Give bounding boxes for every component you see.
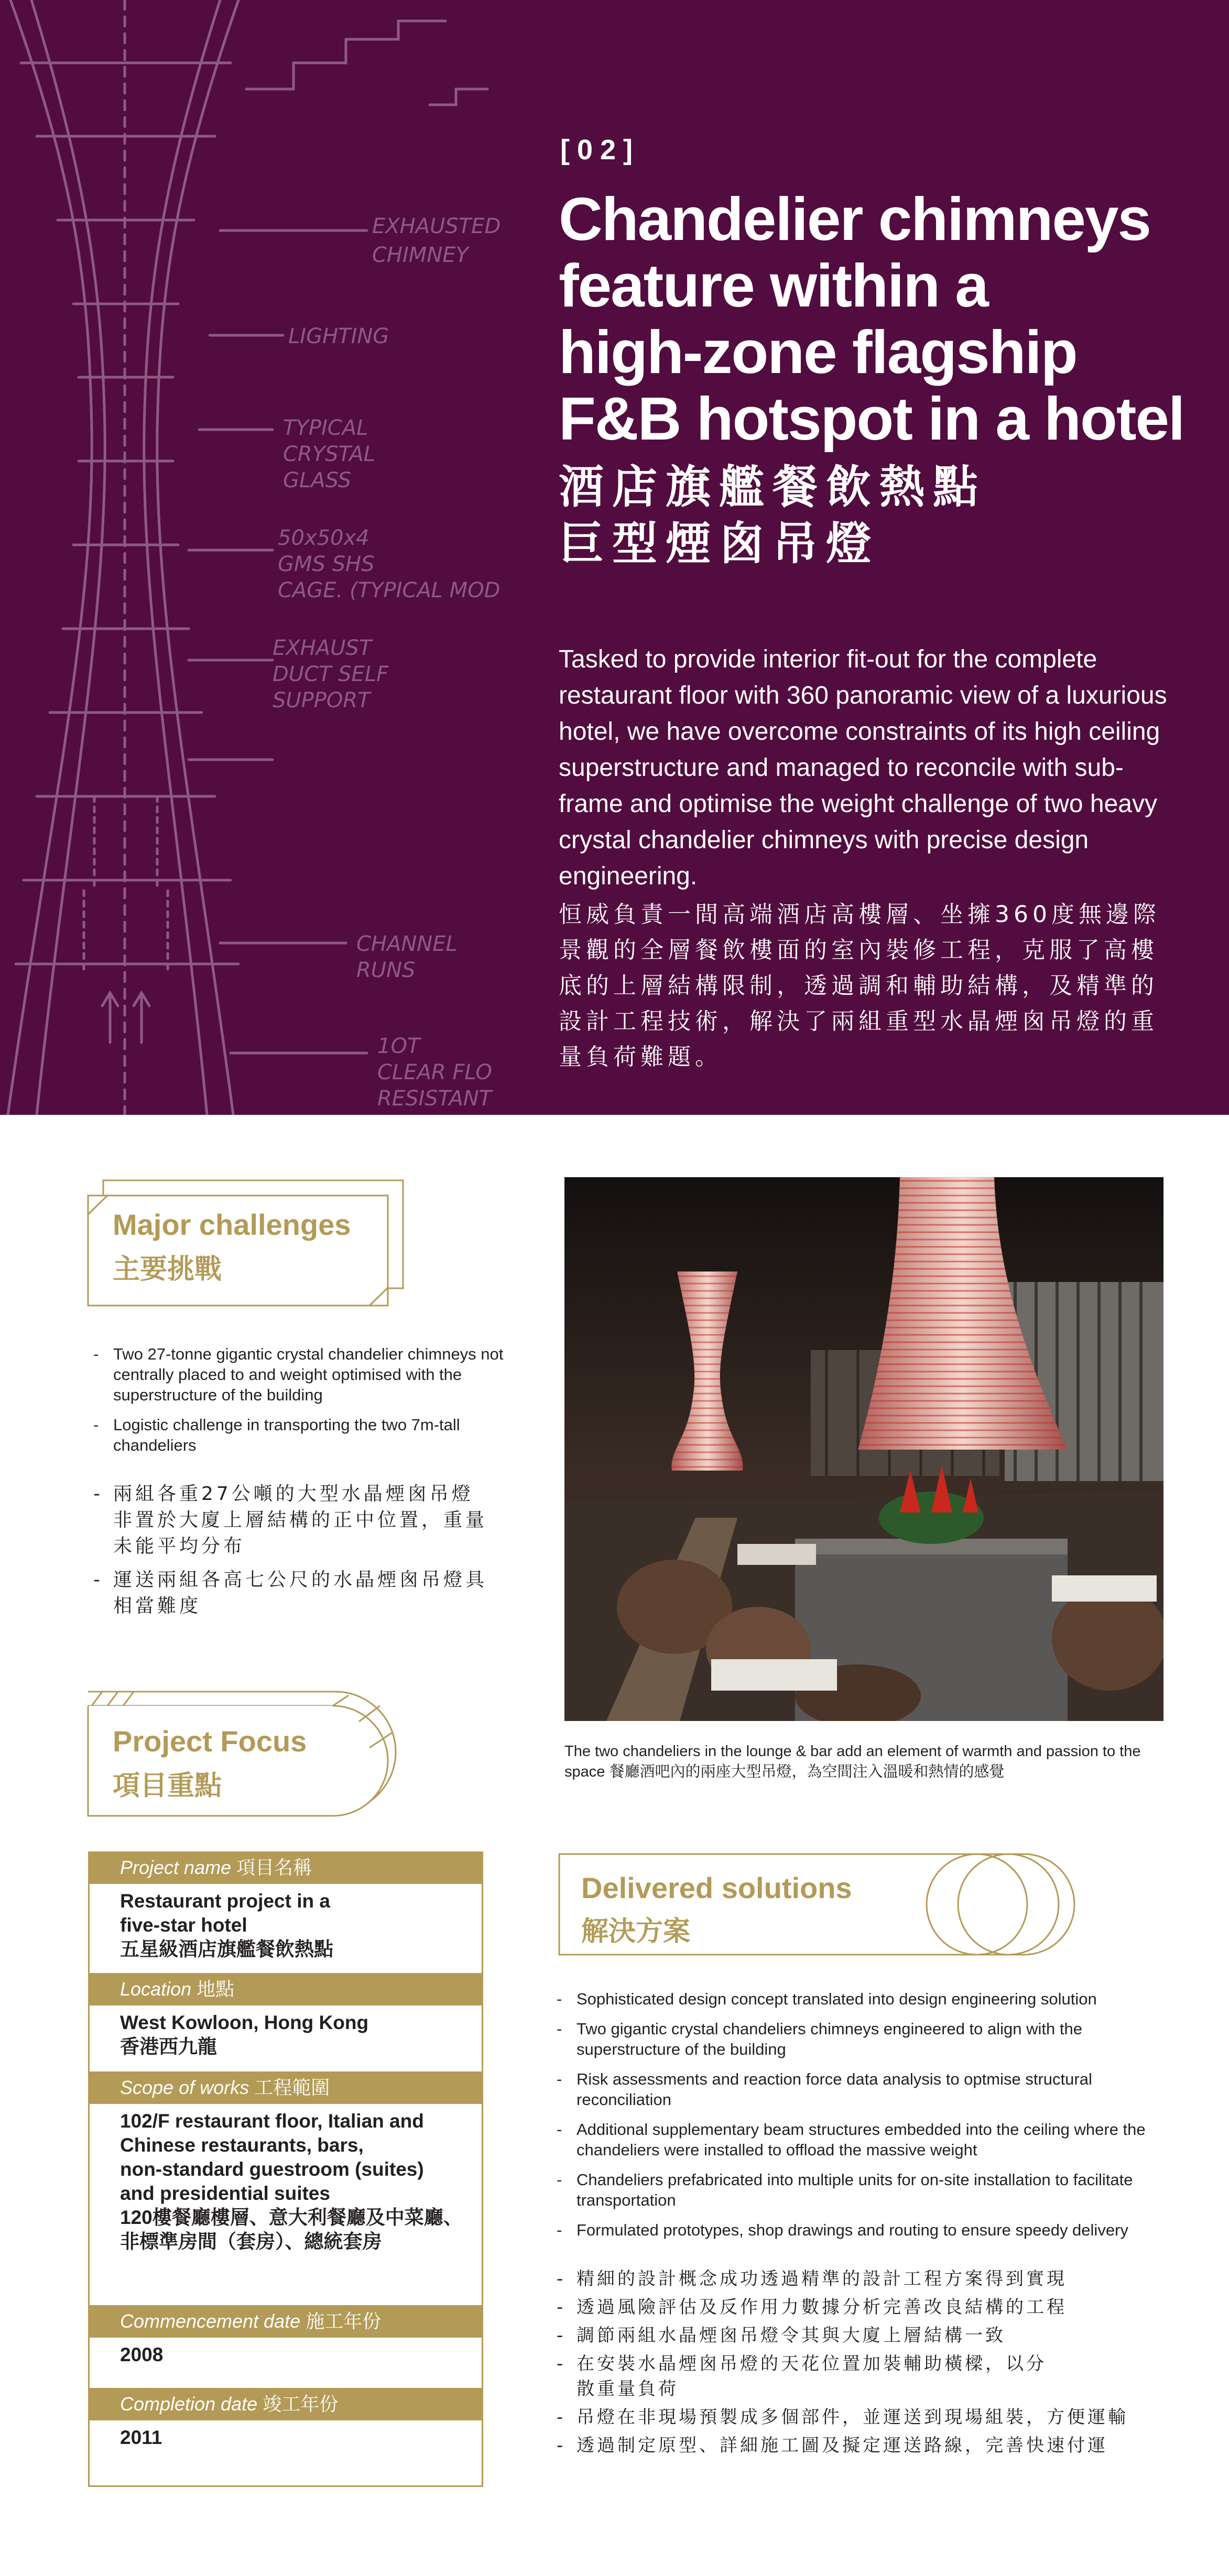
solutions-heading: Delivered solutions <box>581 1871 852 1904</box>
info-commencement: Commencement date 施工年份 2008 <box>90 2305 482 2367</box>
svg-text:EXHAUSTED: EXHAUSTED <box>372 214 501 238</box>
chimney-sketch-illustration <box>0 0 514 1115</box>
list-item: - Logistic challenge in transporting the two 7m-tall chandeliers <box>92 1415 512 1455</box>
svg-text:1OT: 1OT <box>377 1034 420 1058</box>
info-project-name: Project name 項目名稱 Restaurant project in a five-star hotel 五星級酒店旗艦餐飲熱點 <box>90 1851 482 1961</box>
commencement-value: 2008 <box>120 2344 164 2365</box>
restaurant-photo <box>564 1177 1163 1721</box>
focus-heading-box <box>86 1690 401 1818</box>
svg-text:CRYSTAL: CRYSTAL <box>283 442 375 466</box>
hero-section <box>0 0 1229 1115</box>
svg-text:TYPICAL: TYPICAL <box>283 416 368 440</box>
project-name-value: Restaurant project in a five-star hotel <box>120 1890 330 1936</box>
list-item: - 透過風險評估及反作用力數據分析完善改良結構的工程 <box>556 2295 1184 2320</box>
project-info-table <box>88 1851 483 2487</box>
list-item: - 吊燈在非現場預製成多個部件，並運送到現場組裝，方便運輸 <box>556 2405 1184 2430</box>
list-item: - 調節兩組水晶煙囪吊燈令其與大廈上層結構一致 <box>556 2323 1184 2348</box>
svg-text:SUPPORT: SUPPORT <box>273 688 371 712</box>
svg-text:CHANNEL: CHANNEL <box>356 932 458 956</box>
svg-text:RUNS: RUNS <box>356 958 416 982</box>
intro-paragraph: Tasked to provide interior fit-out for the complete restaurant floor with 360 panoramic view of a luxurious hotel, we have overcome constraints of its high ceiling superstructure and managed to reconcile with sub-frame and optimise the weight challenge of two heavy crystal chandelier chimneys with precise design engineering. <box>559 645 1167 890</box>
location-value-zh: 香港西九龍 <box>120 2036 217 2057</box>
list-item: - 運送兩組各高七公尺的水晶煙囪吊燈具相當難度 <box>92 1567 491 1619</box>
solutions-list <box>556 1989 1184 2250</box>
focus-heading: Project Focus <box>113 1725 307 1758</box>
list-item: - Formulated prototypes, shop drawings and routing to ensure speedy delivery <box>556 2220 1184 2240</box>
list-item: - 兩組各重27公噸的大型水晶煙囪吊燈非置於大廈上層結構的正中位置，重量未能平均分布 <box>92 1481 491 1560</box>
scope-value: 102/F restaurant floor, Italian and Chinese restaurants, bars, non-standard guestroom (suites) and presidential suites <box>120 2110 424 2204</box>
list-item: - Chandeliers prefabricated into multiple units for on-site installation to facilitate transportation <box>556 2169 1184 2210</box>
svg-text:RESISTANT: RESISTANT <box>377 1087 492 1111</box>
svg-text:EXHAUST: EXHAUST <box>273 636 372 660</box>
challenges-heading-zh: 主要挑戰 <box>113 1254 222 1285</box>
solutions-heading-box <box>558 1852 1076 1960</box>
completion-value: 2011 <box>120 2427 162 2448</box>
intro-paragraph-zh: 恒威負責一間高端酒店高樓層、坐擁360度無邊際景觀的全層餐飲樓面的室內裝修工程，克服了高樓底的上層結構限制，透過調和輔助結構，及精準的設計工程技術，解決了兩組重型水晶煙囪吊燈的重量負荷難題。 <box>559 901 1160 1070</box>
list-item: - Additional supplementary beam structures embedded into the ceiling where the chandeliers were installed to offload the massive weight <box>556 2119 1184 2160</box>
challenges-list <box>92 1344 512 1465</box>
info-completion: Completion date 竣工年份 2011 <box>90 2388 482 2450</box>
list-item: - Sophisticated design concept translated into design engineering solution <box>556 1989 1184 2009</box>
svg-text:GLASS: GLASS <box>283 468 351 492</box>
focus-heading-zh: 項目重點 <box>113 1770 222 1802</box>
section-number: [02] <box>560 134 640 166</box>
list-item: - Risk assessments and reaction force data analysis to optmise structural reconciliation <box>556 2069 1184 2110</box>
svg-text:CHIMNEY: CHIMNEY <box>372 243 469 267</box>
list-item: - Two gigantic crystal chandeliers chimneys engineered to align with the superstructure of the building <box>556 2019 1184 2059</box>
chandelier-restaurant-image <box>564 1177 1163 1721</box>
solutions-list-zh <box>556 2266 1184 2461</box>
project-name-value-zh: 五星級酒店旗艦餐飲熱點 <box>120 1938 333 1960</box>
svg-text:CLEAR FLO: CLEAR FLO <box>377 1060 492 1084</box>
photo-caption: The two chandeliers in the lounge & bar add an element of warmth and passion to the space 餐廳酒吧內的兩座大型吊燈，為空間注入溫暖和熱情的感覺 <box>564 1743 1141 1780</box>
page-title: Chandelier chimneys feature within a high-zone flagship F&B hotspot in a hotel <box>559 185 1184 453</box>
challenges-heading-box <box>86 1179 411 1310</box>
double-frame-icon <box>86 1179 411 1310</box>
list-item: - 精細的設計概念成功透過精準的設計工程方案得到實現 <box>556 2266 1184 2292</box>
challenges-heading: Major challenges <box>113 1208 351 1241</box>
list-item: - Two 27-tonne gigantic crystal chandelier chimneys not centrally placed to and weight optimised with the superstructure of the building <box>92 1344 512 1405</box>
info-scope: Scope of works 工程範圍 102/F restaurant floor, Italian and Chinese restaurants, bars, non-standard guestroom (suites) and presidential suites 120樓餐廳樓層、意大利餐廳及中菜廳、非標準房間（套房）、總統套房 <box>90 2071 482 2254</box>
location-value: West Kowloon, Hong Kong <box>120 2012 369 2033</box>
scope-value-zh: 120樓餐廳樓層、意大利餐廳及中菜廳、非標準房間（套房）、總統套房 <box>120 2207 463 2252</box>
svg-text:GMS SHS: GMS SHS <box>278 552 375 576</box>
list-item: - 在安裝水晶煙囪吊燈的天花位置加裝輔助橫樑，以分散重量負荷 <box>556 2351 1059 2402</box>
svg-text:50x50x4: 50x50x4 <box>278 526 369 550</box>
solutions-heading-zh: 解決方案 <box>581 1916 691 1947</box>
svg-text:CAGE. (TYPICAL MOD: CAGE. (TYPICAL MOD <box>278 578 501 602</box>
info-location: Location 地點 West Kowloon, Hong Kong 香港西九龍 <box>90 1973 482 2059</box>
svg-text:DUCT SELF: DUCT SELF <box>273 662 389 686</box>
list-item: - 透過制定原型、詳細施工圖及擬定運送路線，完善快速付運 <box>556 2433 1184 2458</box>
svg-text:LIGHTING: LIGHTING <box>288 324 389 348</box>
page-title-zh: 酒店旗艦餐飲熱點 巨型煙囪吊燈 <box>559 461 986 570</box>
challenges-list-zh <box>92 1481 491 1627</box>
